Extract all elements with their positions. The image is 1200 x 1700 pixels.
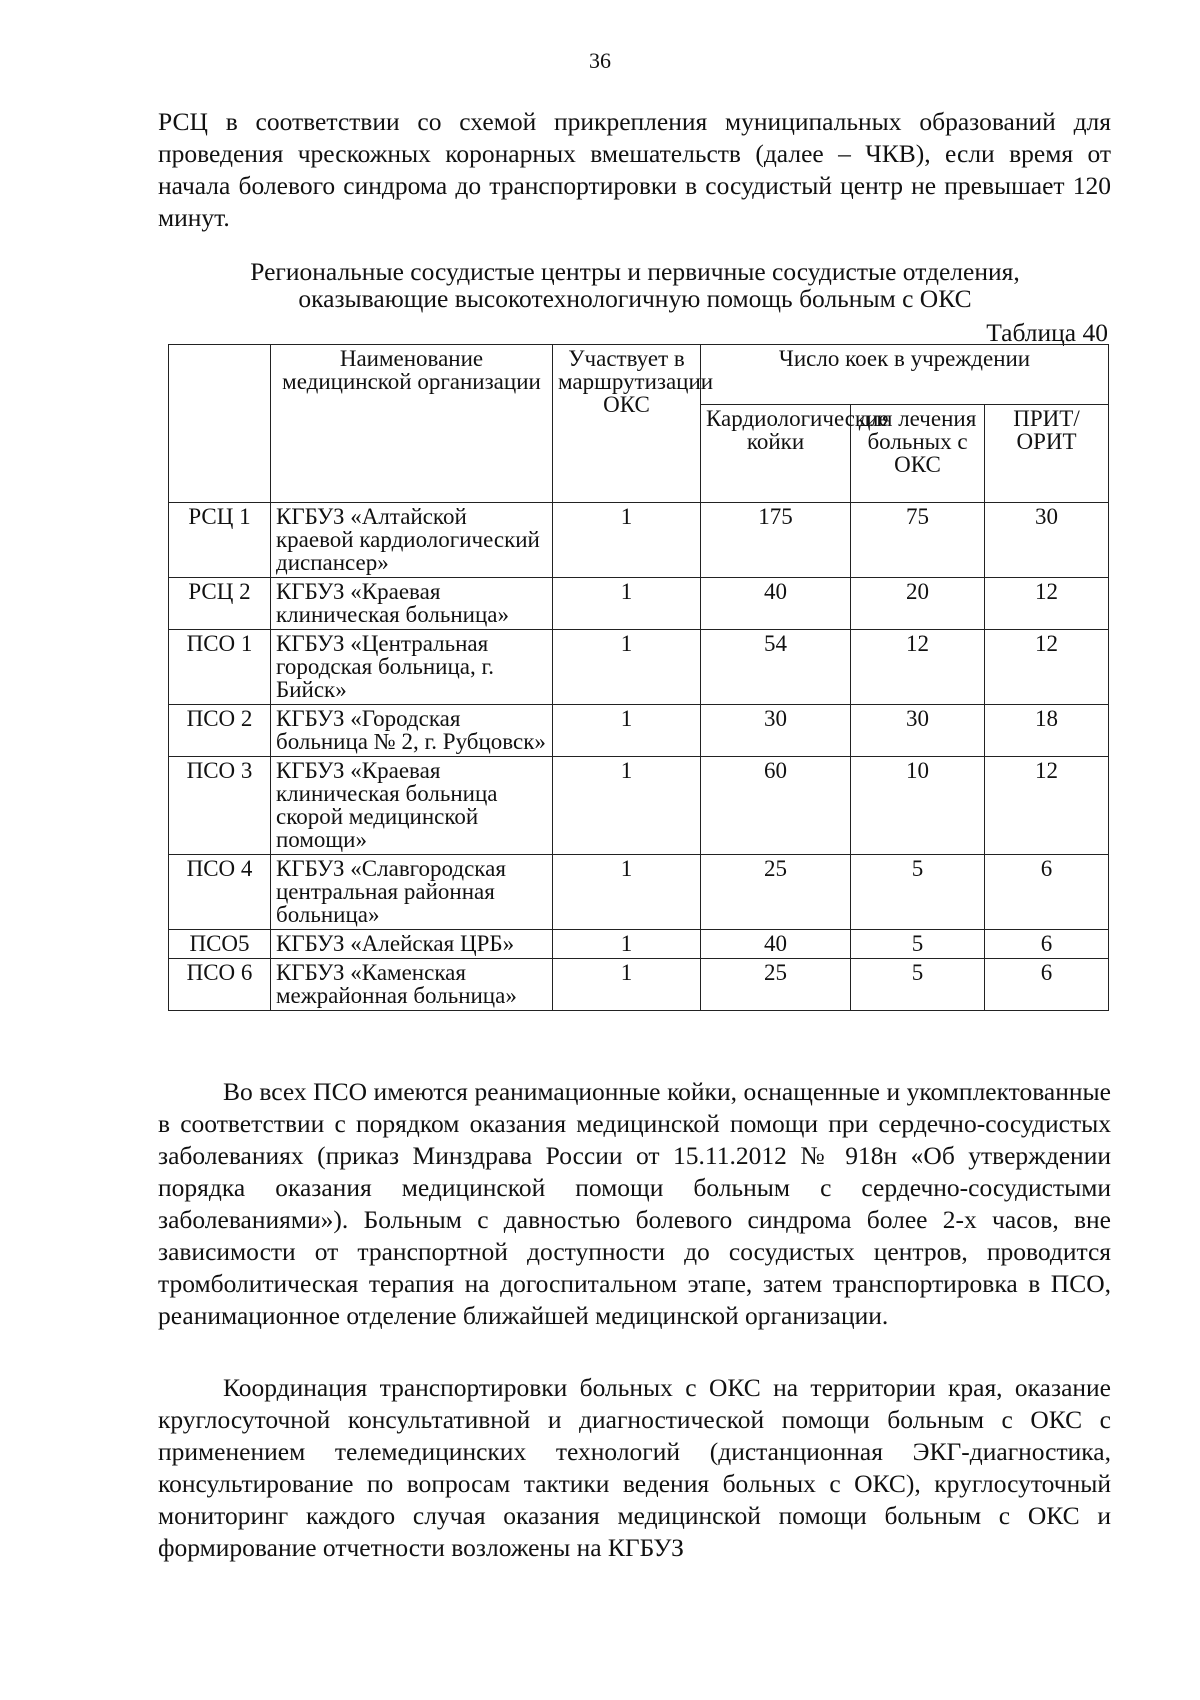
row-icu-beds: 18 bbox=[985, 705, 1109, 757]
row-routing: 1 bbox=[553, 630, 701, 705]
row-icu-beds: 12 bbox=[985, 630, 1109, 705]
header-cardio-beds: Кардиологические койки bbox=[701, 405, 851, 503]
header-beds-group: Число коек в учреждении bbox=[701, 345, 1109, 405]
row-code: РСЦ 2 bbox=[169, 578, 271, 630]
table-row bbox=[169, 578, 1109, 630]
row-acs-beds: 10 bbox=[851, 757, 985, 855]
row-cardio-beds: 54 bbox=[701, 630, 851, 705]
header-icu-beds: ПРИТ/ ОРИТ bbox=[985, 405, 1109, 503]
coordination-paragraph: Координация транспортировки больных с ОКС на территории края, оказание круглосуточной консультативной и диагностической помощи больным с ОКС с применением телемедицинских технологий (дистанционная ЭКГ-диагностика, консультирование по вопросам тактики ведения больных с ОКС), круглосуточный мониторинг каждого случая оказания медицинской помощи больным с ОКС и формирование отчетности возложены на КГБУЗ bbox=[158, 1373, 1111, 1562]
row-acs-beds: 5 bbox=[851, 959, 985, 1011]
table-row bbox=[169, 503, 1109, 578]
row-code: ПСО 4 bbox=[169, 855, 271, 930]
row-icu-beds: 6 bbox=[985, 930, 1109, 959]
table-row bbox=[169, 855, 1109, 930]
row-routing: 1 bbox=[553, 855, 701, 930]
row-routing: 1 bbox=[553, 705, 701, 757]
row-organization: КГБУЗ «Каменская межрайонная больница» bbox=[271, 959, 553, 1011]
row-organization: КГБУЗ «Алейская ЦРБ» bbox=[271, 930, 553, 959]
row-routing: 1 bbox=[553, 757, 701, 855]
row-code: ПСО 1 bbox=[169, 630, 271, 705]
header-code bbox=[169, 345, 271, 503]
table-row bbox=[169, 630, 1109, 705]
row-icu-beds: 12 bbox=[985, 757, 1109, 855]
row-code: ПСО 6 bbox=[169, 959, 271, 1011]
table-row bbox=[169, 959, 1109, 1011]
row-routing: 1 bbox=[553, 959, 701, 1011]
table-row bbox=[169, 705, 1109, 757]
row-acs-beds: 5 bbox=[851, 930, 985, 959]
row-cardio-beds: 175 bbox=[701, 503, 851, 578]
row-routing: 1 bbox=[553, 930, 701, 959]
row-organization: КГБУЗ «Славгородская центральная районная больница» bbox=[271, 855, 553, 930]
header-organization-name: Наименование медицинской организации bbox=[271, 345, 553, 503]
intro-paragraph: РСЦ в соответствии со схемой прикрепления муниципальных образований для проведения чрескожных коронарных вмешательств (далее – ЧКВ), если время от начала болевого синдрома до транспортировки в сосудистый центр не превышает 120 минут. bbox=[158, 107, 1111, 232]
row-acs-beds: 5 bbox=[851, 855, 985, 930]
row-icu-beds: 6 bbox=[985, 855, 1109, 930]
row-organization: КГБУЗ «Краевая клиническая больница скорой медицинской помощи» bbox=[271, 757, 553, 855]
row-organization: КГБУЗ «Городская больница № 2, г. Рубцовск» bbox=[271, 705, 553, 757]
row-code: ПСО5 bbox=[169, 930, 271, 959]
row-organization: КГБУЗ «Центральная городская больница, г. Бийск» bbox=[271, 630, 553, 705]
row-code: ПСО 2 bbox=[169, 705, 271, 757]
row-organization: КГБУЗ «Краевая клиническая больница» bbox=[271, 578, 553, 630]
row-icu-beds: 6 bbox=[985, 959, 1109, 1011]
row-cardio-beds: 30 bbox=[701, 705, 851, 757]
row-acs-beds: 75 bbox=[851, 503, 985, 578]
row-cardio-beds: 40 bbox=[701, 578, 851, 630]
row-icu-beds: 30 bbox=[985, 503, 1109, 578]
table-title-line-1: Региональные сосудистые центры и первичные сосудистые отделения, bbox=[250, 257, 1020, 286]
page-number: 36 bbox=[589, 48, 611, 73]
table-title-line-2: оказывающие высокотехнологичную помощь больным с ОКС bbox=[298, 284, 972, 313]
row-acs-beds: 20 bbox=[851, 578, 985, 630]
row-routing: 1 bbox=[553, 578, 701, 630]
row-code: ПСО 3 bbox=[169, 757, 271, 855]
row-icu-beds: 12 bbox=[985, 578, 1109, 630]
row-code: РСЦ 1 bbox=[169, 503, 271, 578]
header-acs-beds: для лечения больных с ОКС bbox=[851, 405, 985, 503]
row-cardio-beds: 25 bbox=[701, 959, 851, 1011]
row-routing: 1 bbox=[553, 503, 701, 578]
row-cardio-beds: 60 bbox=[701, 757, 851, 855]
row-cardio-beds: 40 bbox=[701, 930, 851, 959]
table-row bbox=[169, 930, 1109, 959]
resuscitation-beds-paragraph: Во всех ПСО имеются реанимационные койки, оснащенные и укомплектованные в соответствии с порядком оказания медицинской помощи при сердечно-сосудистых заболеваниях (приказ Минздрава России от 15.11.2012 № 918н «Об утверждении порядка оказания медицинской помощи больным с сердечно-сосудистыми заболеваниями»). Больным с давностью болевого синдрома более 2-х часов, вне зависимости от транспортной доступности до сосудистых центров, проводится тромболитическая терапия на догоспитальном этапе, затем транспортировка в ПСО, реанимационное отделение ближайшей медицинской организации. bbox=[158, 1077, 1111, 1330]
header-routing: Участвует в маршрутизации ОКС bbox=[553, 345, 701, 503]
row-organization: КГБУЗ «Алтайской краевой кардиологический диспансер» bbox=[271, 503, 553, 578]
table-number-label: Таблица 40 bbox=[986, 318, 1108, 347]
row-acs-beds: 30 bbox=[851, 705, 985, 757]
row-acs-beds: 12 bbox=[851, 630, 985, 705]
table-row bbox=[169, 757, 1109, 855]
table-title bbox=[150, 258, 1120, 312]
row-cardio-beds: 25 bbox=[701, 855, 851, 930]
vascular-centers-table bbox=[168, 344, 1109, 1011]
